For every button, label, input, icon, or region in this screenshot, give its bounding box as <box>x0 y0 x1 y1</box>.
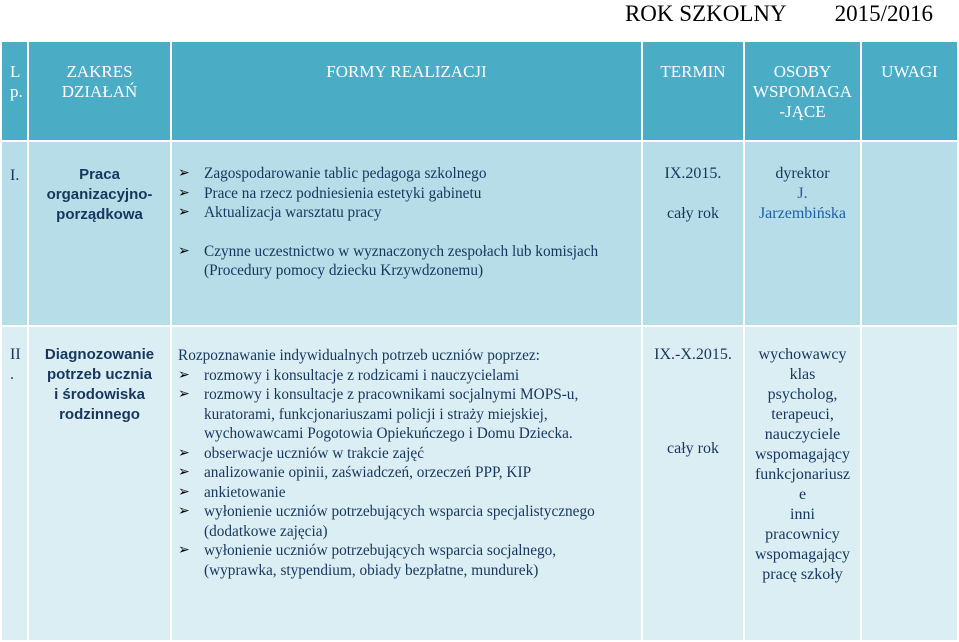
row-scope: Diagnozowanie potrzeb ucznia i środowiska rodzinnego <box>28 326 171 641</box>
row-notes <box>861 141 958 326</box>
list-item-continuation: (Procedury pomocy dziecku Krzywdzonemu) <box>204 262 484 279</box>
row-persons: wychowawcy klas psycholog, terapeuci, nauczyciele wspomagający funkcjonariusz e inni pracownicy wspomagający pracę szkoły <box>744 326 861 641</box>
list-item-continuation: (wyprawka, stypendium, obiady bezpłatne, mundurek) <box>204 561 539 579</box>
list-item: ➢ analizowanie opinii, zaświadczeń, orzeczeń PPP, KIP <box>178 463 641 483</box>
list-item: ➢ wyłonienie uczniów potrzebujących wsparcia specjalistycznego <box>178 502 641 522</box>
header-notes: UWAGI <box>861 41 958 141</box>
header-persons: OSOBY WSPOMAGA -JĄCE <box>744 41 861 141</box>
work-plan-table <box>0 40 959 642</box>
list-item: ➢ rozmowy i konsultacje z rodzicami i nauczycielami <box>178 366 641 386</box>
list-item-continuation: (dodatkowe zajęcia) <box>204 522 328 540</box>
school-year-label: ROK SZKOLNY <box>624 1 787 26</box>
table-row <box>1 326 958 641</box>
list-item: ➢ Aktualizacja warsztatu pracy <box>178 203 641 223</box>
row-notes <box>861 326 958 641</box>
table-header-row <box>1 41 958 141</box>
header-forms: FORMY REALIZACJI <box>171 41 642 141</box>
school-year-value: 2015/2016 <box>834 1 933 26</box>
row-number: II . <box>1 326 28 641</box>
page-title <box>625 0 933 28</box>
list-item-continuation: wychowawcami Pogotowia Opiekuńczego i Domu Dziecka. <box>204 425 573 442</box>
row-scope: Praca organizacyjno- porządkowa <box>28 141 171 326</box>
row-forms <box>171 141 642 326</box>
header-term: TERMIN <box>642 41 744 141</box>
row-number: I. <box>1 141 28 326</box>
row-term: IX.2015. cały rok <box>642 141 744 326</box>
list-item: ➢ Czynne uczestnictwo w wyznaczonych zespołach lub komisjach <box>178 242 641 262</box>
list-item: ➢ obserwacje uczniów w trakcie zajęć <box>178 444 641 464</box>
table-row <box>1 141 958 326</box>
list-item: ➢ rozmowy i konsultacje z pracownikami socjalnymi MOPS-u, <box>178 385 641 405</box>
list-spacer <box>178 223 641 242</box>
header-lp: L p. <box>1 41 28 141</box>
list-item: ➢ Prace na rzecz podniesienia estetyki gabinetu <box>178 184 641 204</box>
row-persons: dyrektor J. Jarzembińska <box>744 141 861 326</box>
list-item: ➢ Zagospodarowanie tablic pedagoga szkolnego <box>178 164 641 184</box>
list-item: ➢ ankietowanie <box>178 483 641 503</box>
list-item: ➢ wyłonienie uczniów potrzebujących wsparcia socjalnego, <box>178 541 641 561</box>
forms-intro: Rozpoznawanie indywidualnych potrzeb uczniów poprzez: <box>178 347 540 364</box>
row-forms <box>171 326 642 641</box>
row-term: IX.-X.2015. cały rok <box>642 326 744 641</box>
header-scope: ZAKRES DZIAŁAŃ <box>28 41 171 141</box>
list-item-continuation: kuratorami, funkcjonariuszami policji i straży miejskiej, <box>204 405 548 423</box>
